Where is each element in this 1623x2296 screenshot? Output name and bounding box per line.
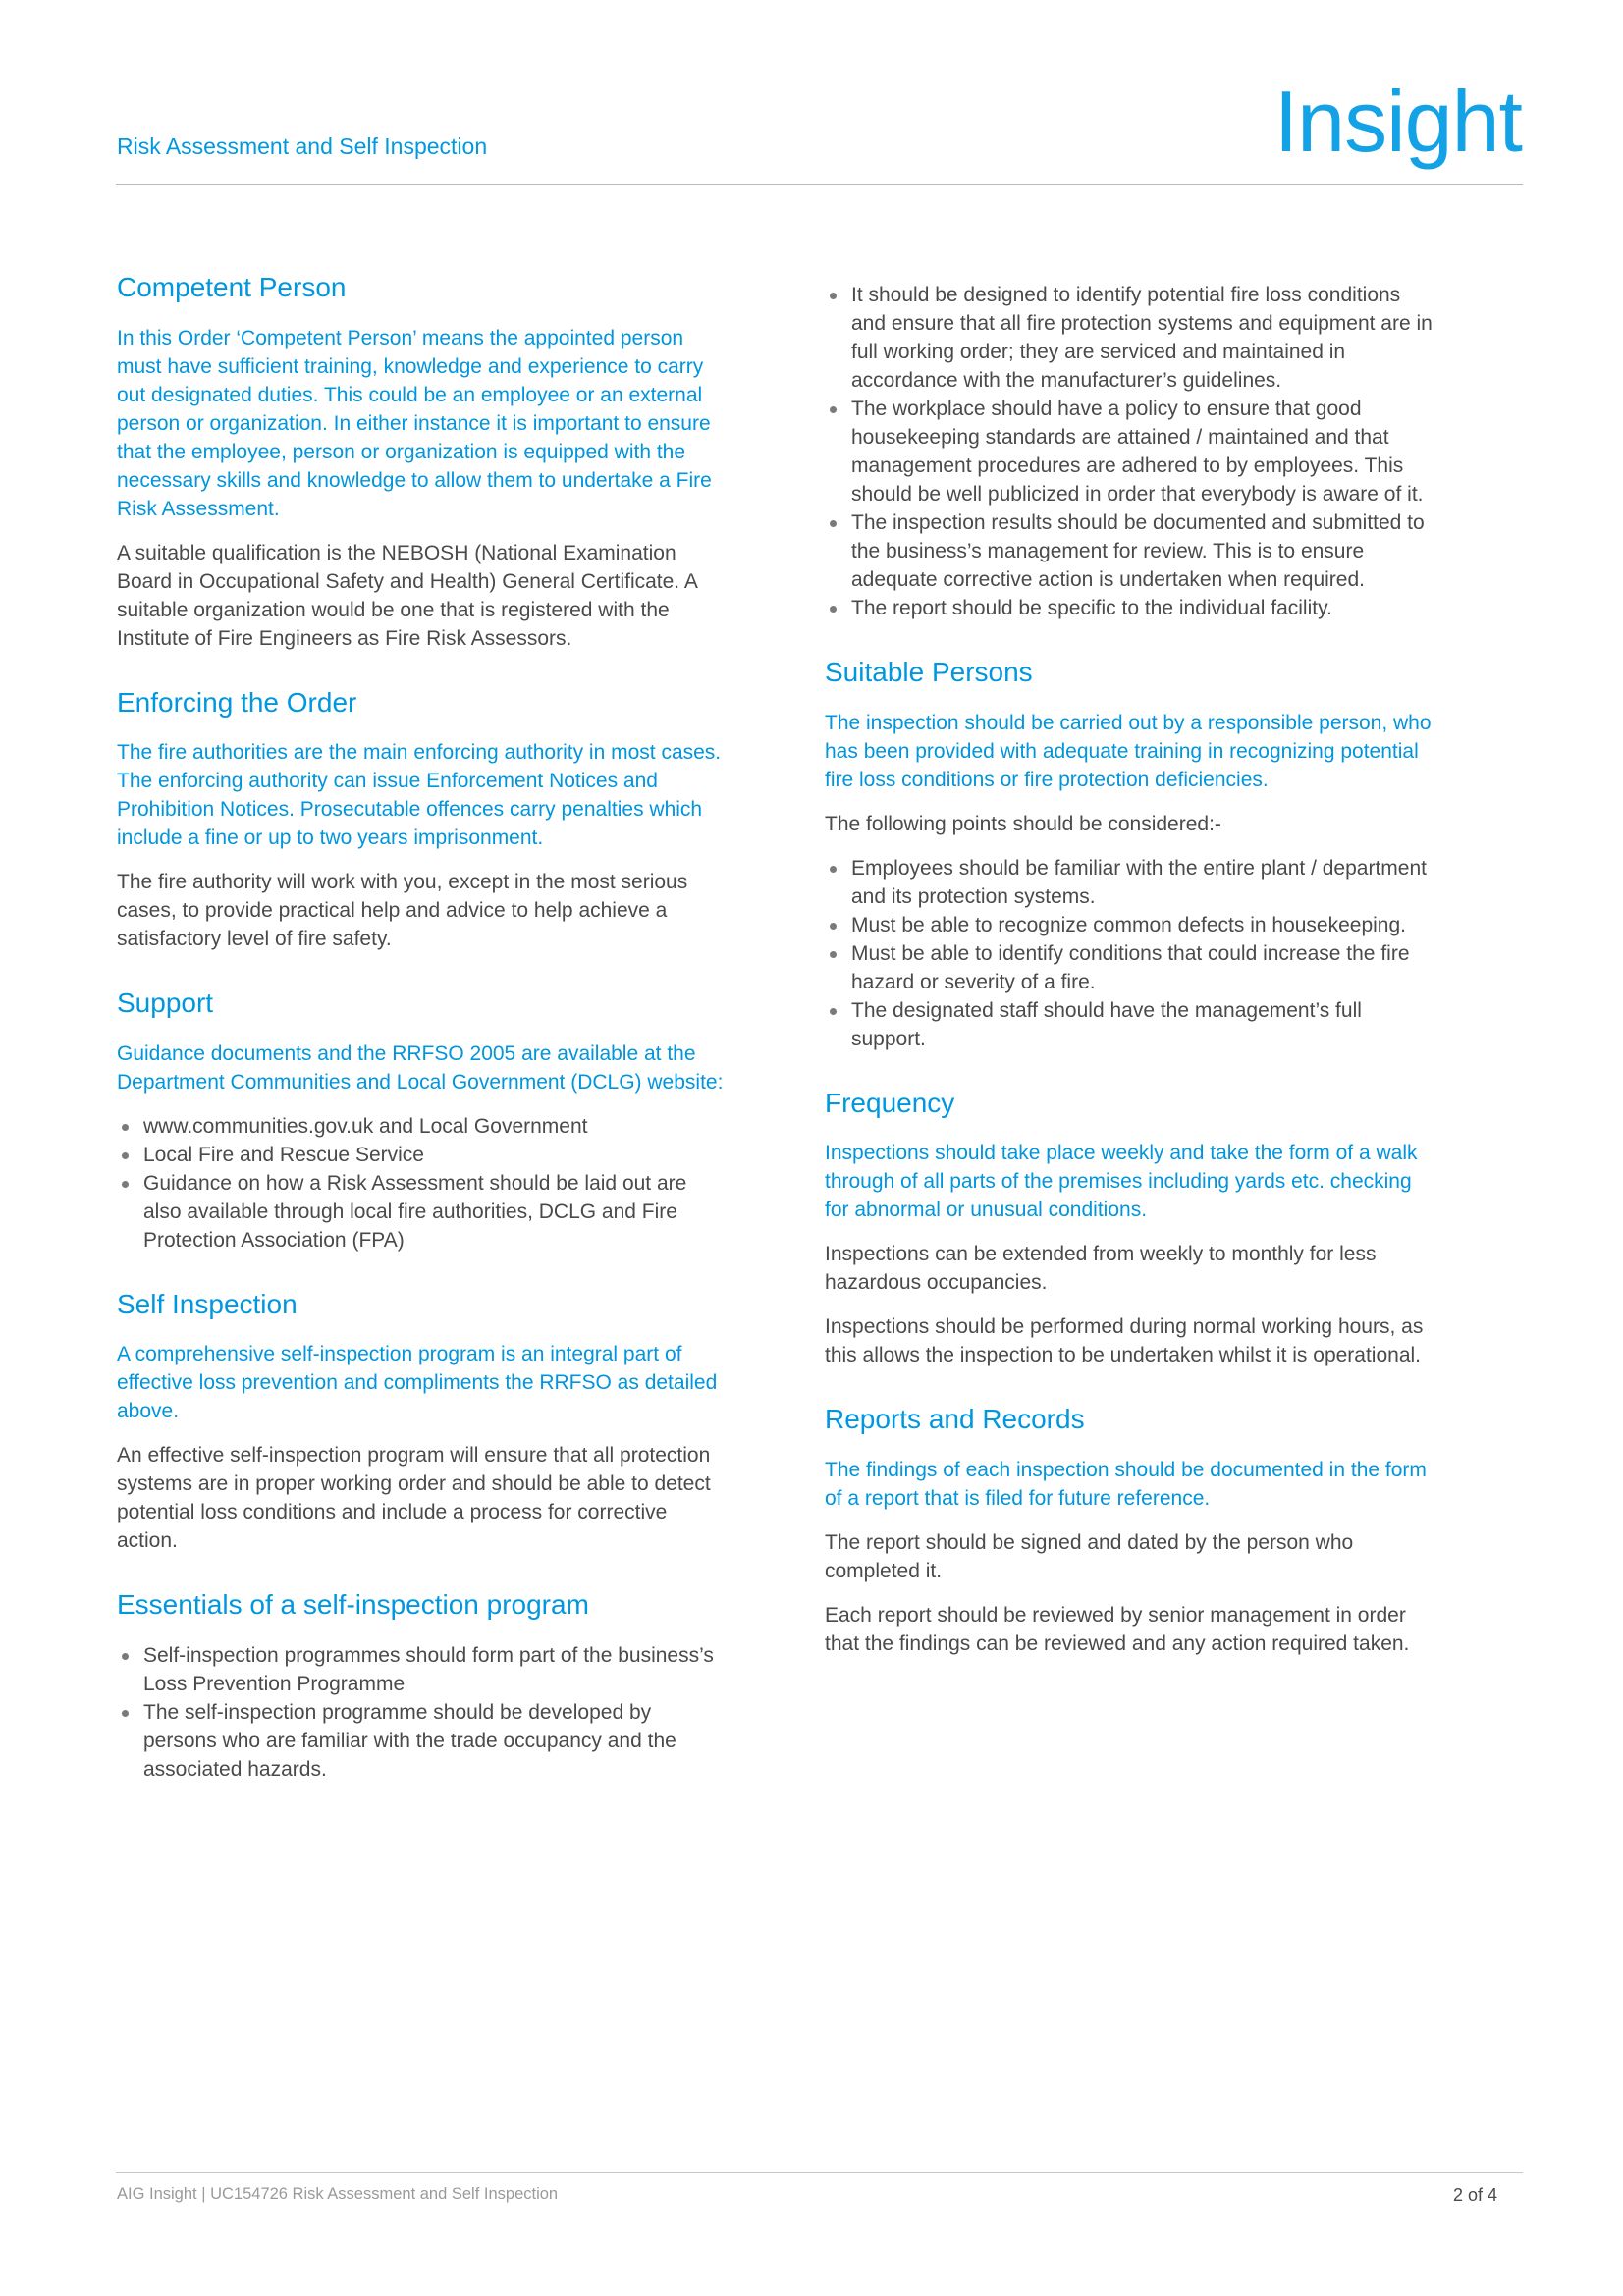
essentials-bullet-list bbox=[117, 1641, 726, 1784]
section-reports-records bbox=[825, 1403, 1434, 1658]
list-item: Must be able to recognize common defects in housekeeping. bbox=[825, 911, 1434, 939]
list-item: The self-inspection programme should be developed by persons who are familiar with the trade occupancy and the associated hazards. bbox=[117, 1698, 726, 1784]
section-frequency bbox=[825, 1087, 1434, 1370]
body-paragraph: The following points should be considered:- bbox=[825, 812, 1221, 835]
heading-reports-records: Reports and Records bbox=[825, 1404, 1085, 1435]
list-item: Self-inspection programmes should form part of the business’s Loss Prevention Programme bbox=[117, 1641, 726, 1698]
section-enforcing-order bbox=[117, 686, 726, 954]
section-suitable-persons bbox=[825, 656, 1434, 1053]
list-item: The report should be specific to the individual facility. bbox=[825, 594, 1434, 622]
footer-divider bbox=[116, 2172, 1523, 2173]
suitable-bullet-list bbox=[825, 854, 1434, 1053]
lead-paragraph: A comprehensive self-inspection program is an integral part of effective loss prevention and compliments the RRFSO as detailed above. bbox=[117, 1343, 718, 1423]
section-essentials bbox=[117, 1588, 726, 1784]
body-paragraph: The fire authority will work with you, except in the most serious cases, to provide practical help and advice to help achieve a satisfactory level of fire safety. bbox=[117, 871, 688, 951]
footer-document-id: AIG Insight | UC154726 Risk Assessment and Self Inspection bbox=[117, 2185, 559, 2203]
page-number: 2 of 4 bbox=[1452, 2185, 1497, 2205]
body-paragraph: Each report should be reviewed by senior management in order that the findings can be reviewed and any action required taken. bbox=[825, 1603, 1410, 1655]
list-item: Guidance on how a Risk Assessment should be laid out are also available through local fire authorities, DCLG and Fire Protection Association (FPA) bbox=[117, 1169, 726, 1255]
body-paragraph: Inspections can be extended from weekly to monthly for less hazardous occupancies. bbox=[825, 1243, 1377, 1295]
list-item: www.communities.gov.uk and Local Government bbox=[117, 1112, 726, 1141]
support-bullet-list bbox=[117, 1112, 726, 1255]
lead-paragraph: The fire authorities are the main enforcing authority in most cases. The enforcing authority can issue Enforcement Notices and Prohibition Notices. Prosecutable offences carry penalties which include a fine or up to two years imprisonment. bbox=[117, 741, 722, 850]
list-item: The workplace should have a policy to ensure that good housekeeping standards are attained / maintained and that management procedures are adhered to by employees. This should be well publicized in order that everybody is aware of it. bbox=[825, 395, 1434, 508]
heading-competent-person: Competent Person bbox=[117, 272, 347, 302]
body-paragraph: A suitable qualification is the NEBOSH (National Examination Board in Occupational Safety and Health) General Certificate. A suitable organization would be one that is registered with the Institute of Fire Engineers as Fire Risk Assessors. bbox=[117, 541, 697, 650]
list-item: The inspection results should be documented and submitted to the business’s management for review. This is to ensure adequate corrective action is undertaken when required. bbox=[825, 508, 1434, 594]
list-item: It should be designed to identify potential fire loss conditions and ensure that all fire protection systems and equipment are in full working order; they are serviced and maintained in accordance with the manufacturer’s guidelines. bbox=[825, 281, 1434, 395]
heading-suitable-persons: Suitable Persons bbox=[825, 657, 1033, 687]
heading-support: Support bbox=[117, 988, 214, 1019]
heading-frequency: Frequency bbox=[825, 1087, 955, 1118]
body-paragraph: The report should be signed and dated by the person who completed it. bbox=[825, 1530, 1354, 1582]
list-item: The designated staff should have the management’s full support. bbox=[825, 996, 1434, 1053]
intro-bullet-list bbox=[825, 281, 1434, 622]
right-column bbox=[825, 281, 1434, 1691]
lead-paragraph: Inspections should take place weekly and take the form of a walk through of all parts of the premises including yards etc. checking for abnormal or unusual conditions. bbox=[825, 1142, 1418, 1222]
lead-paragraph: Guidance documents and the RRFSO 2005 are available at the Department Communities and Local Government (DCLG) website: bbox=[117, 1041, 724, 1094]
list-item: Employees should be familiar with the entire plant / department and its protection systems. bbox=[825, 854, 1434, 911]
left-column bbox=[117, 271, 726, 1817]
section-support bbox=[117, 987, 726, 1255]
header-section-title: Risk Assessment and Self Inspection bbox=[117, 133, 488, 159]
brand-logo-text: Insight bbox=[1273, 73, 1522, 170]
section-competent-person bbox=[117, 271, 726, 653]
list-item: Local Fire and Rescue Service bbox=[117, 1141, 726, 1169]
lead-paragraph: The findings of each inspection should be documented in the form of a report that is filed for future reference. bbox=[825, 1458, 1427, 1510]
heading-self-inspection: Self Inspection bbox=[117, 1288, 298, 1319]
lead-paragraph: The inspection should be carried out by a responsible person, who has been provided with adequate training in recognizing potential fire loss conditions or fire protection deficiencies. bbox=[825, 711, 1432, 791]
body-paragraph: Inspections should be performed during normal working hours, as this allows the inspection to be undertaken whilst it is operational. bbox=[825, 1315, 1424, 1367]
heading-essentials: Essentials of a self-inspection program bbox=[117, 1589, 589, 1621]
body-paragraph: An effective self-inspection program will ensure that all protection systems are in proper working order and should be able to detect potential loss conditions and include a process for corrective action. bbox=[117, 1444, 711, 1553]
list-item: Must be able to identify conditions that could increase the fire hazard or severity of a fire. bbox=[825, 939, 1434, 996]
header-divider bbox=[116, 184, 1523, 185]
heading-enforcing-order: Enforcing the Order bbox=[117, 686, 357, 718]
lead-paragraph: In this Order ‘Competent Person’ means the appointed person must have sufficient training, knowledge and experience to carry out designated duties. This could be an employee or an external person or organization. In either instance it is important to ensure that the employee, person or organization is equipped with the necessary skills and knowledge to allow them to undertake a Fire Risk Assessment. bbox=[117, 326, 712, 520]
section-self-inspection bbox=[117, 1288, 726, 1556]
